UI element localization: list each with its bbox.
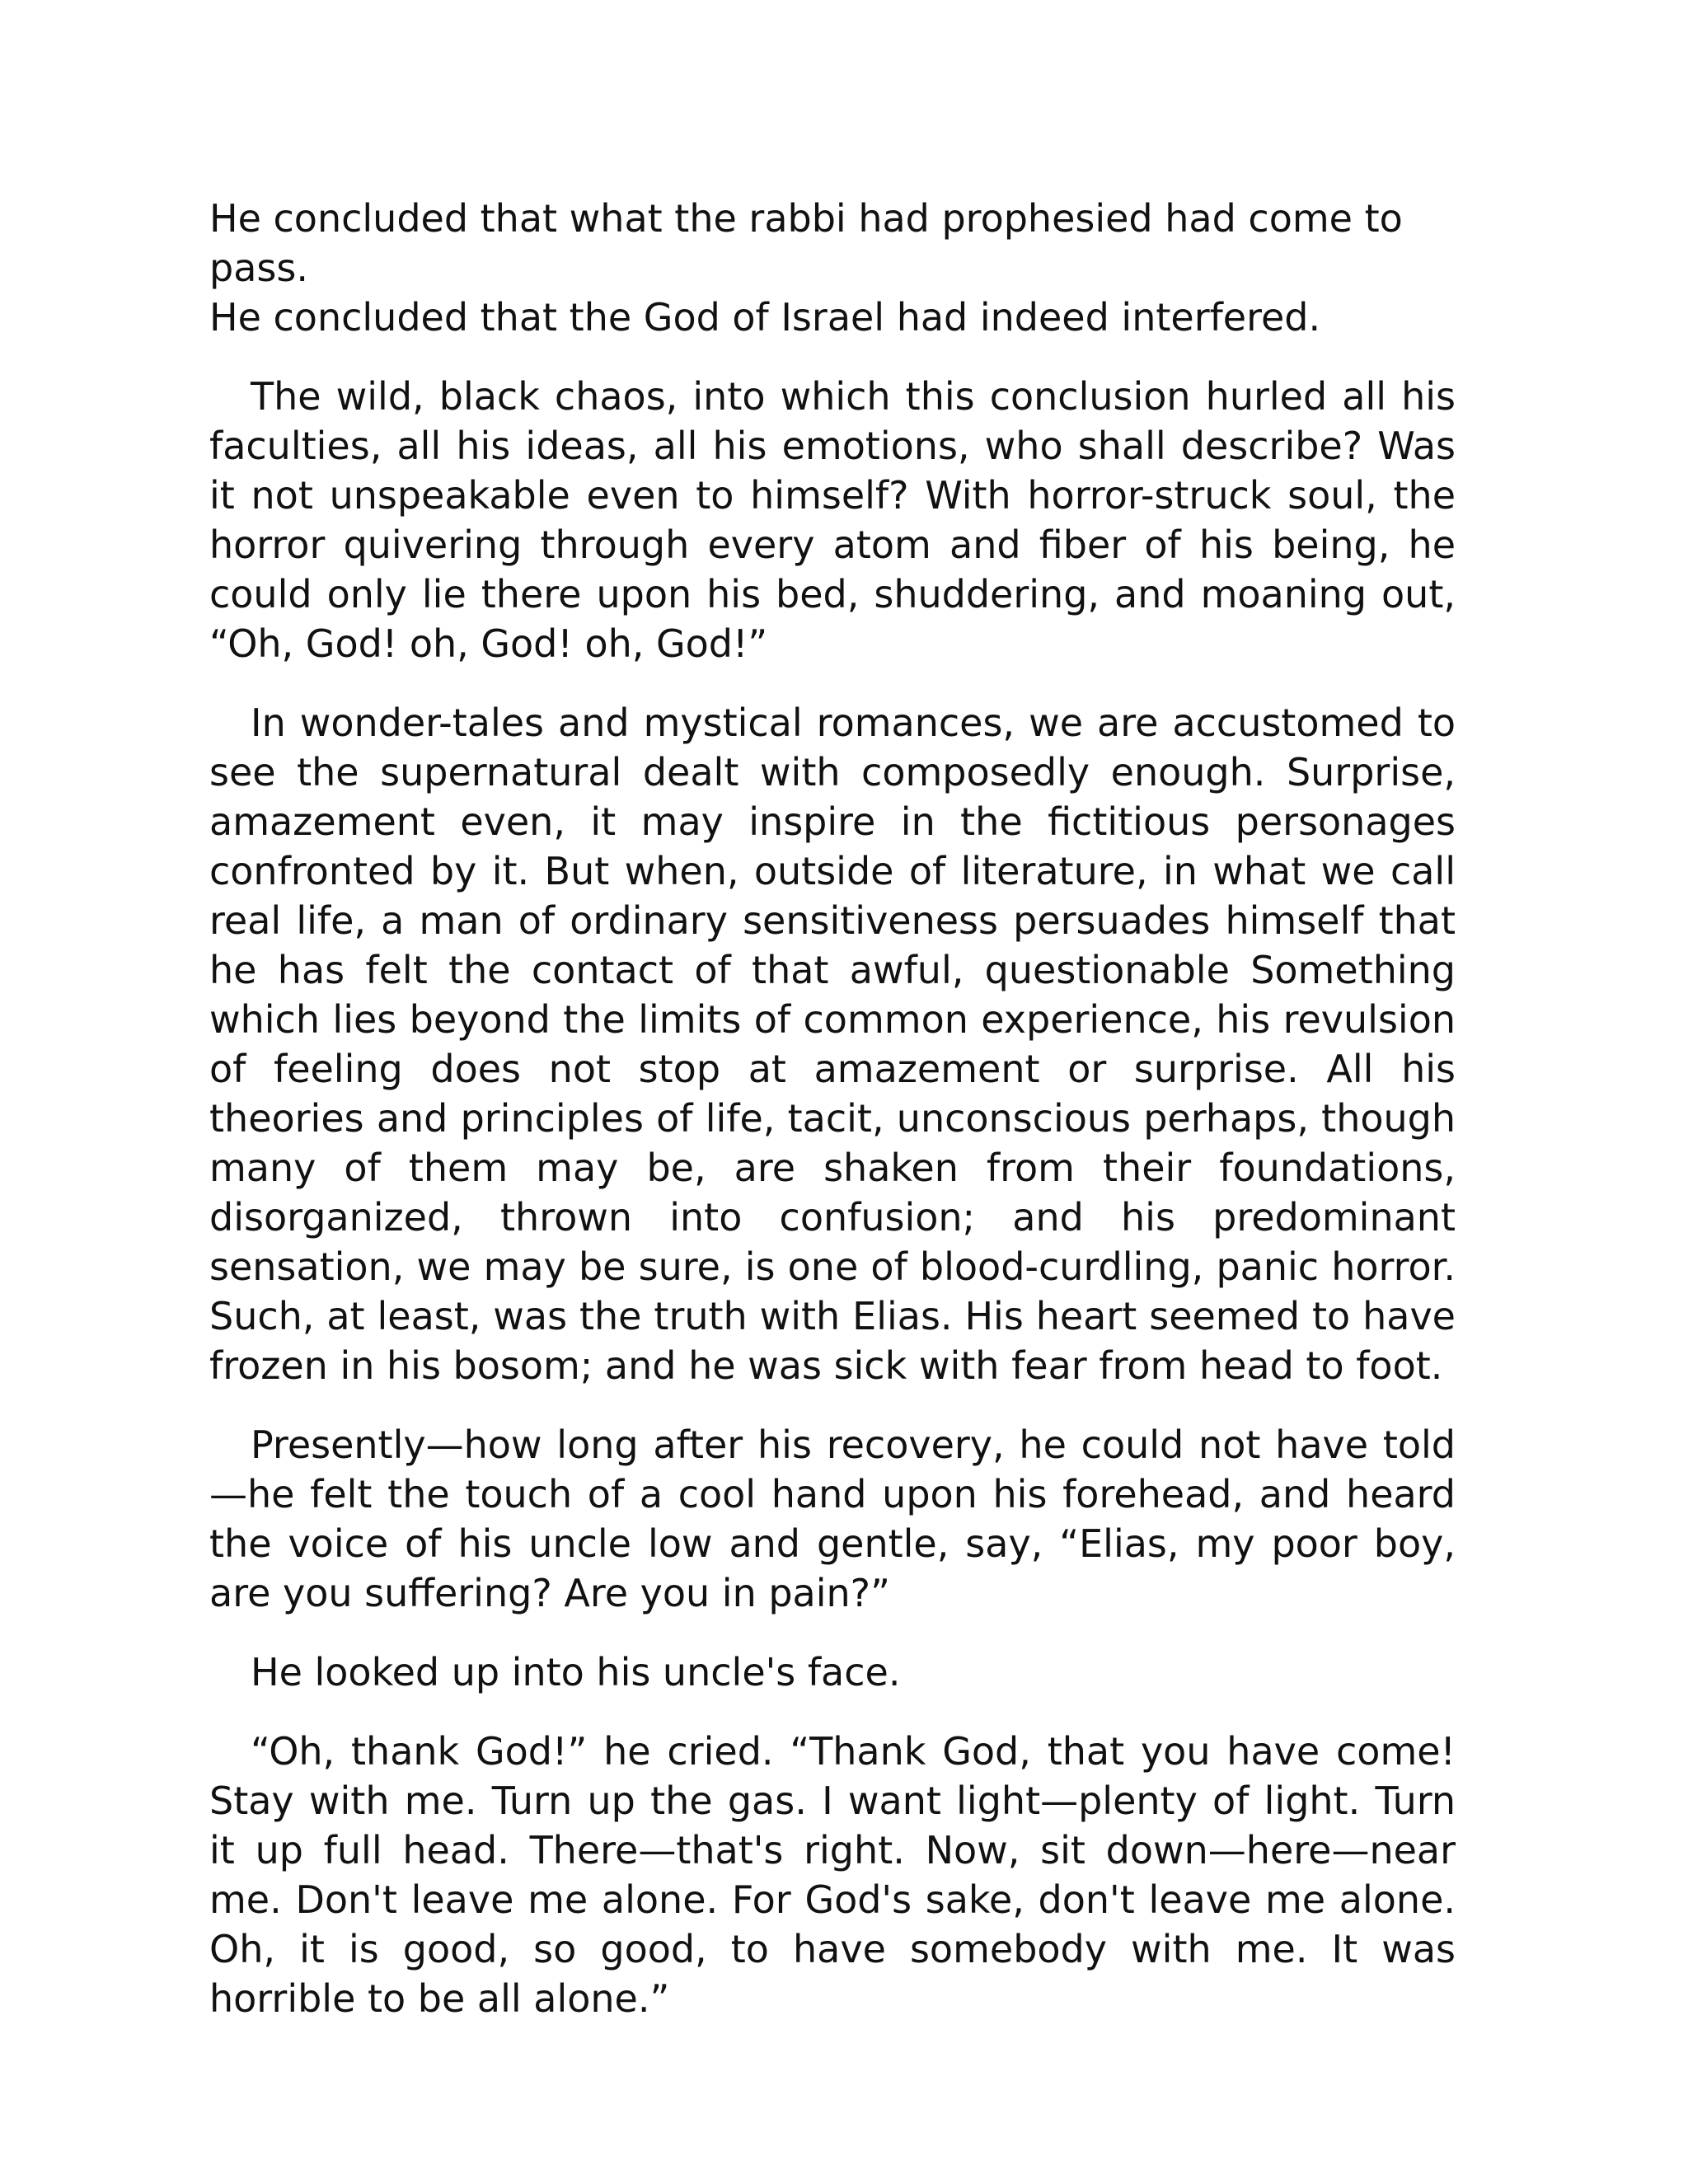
paragraph-6: “Oh, thank God!” he cried. “Thank God, that you have come! Stay with me. Turn up the gas. I want light—plenty of light. Turn it up full head. There—that's right. Now, sit down—here—near me. Don't leave me alone. For God's sake, don't leave me alone. Oh, it is good, so good, to have somebody with me. It was horrible to be all alone.” bbox=[209, 1729, 1456, 2021]
paragraph-2: The wild, black chaos, into which this conclusion hurled all his faculties, all his ideas, all his emotions, who shall describe? Was it not unspeakable even to himself? With horror-struck soul, the horror quivering through every atom and fiber of his being, he could only lie there upon his bed, shuddering, and moaning out, “Oh, God! oh, God! oh, God!” bbox=[209, 374, 1456, 666]
paragraph-3: In wonder-tales and mystical romances, we are accustomed to see the supernatural dealt with composedly enough. Surprise, amazement even, it may inspire in the fictitious personages confronted by it. But when, outside of literature, in what we call real life, a man of ordinary sensitiveness persuades himself that he has felt the contact of that awful, questionable Something which lies beyond the limits of common experience, his revulsion of feeling does not stop at amazement or surprise. All his theories and principles of life, tacit, unconscious perhaps, though many of them may be, are shaken from their foundations, disorganized, thrown into confusion; and his predominant sensation, we may be sure, is one of blood-curdling, panic horror. Such, at least, was the truth with Elias. His heart seemed to have frozen in his bosom; and he was sick with fear from head to foot. bbox=[209, 701, 1456, 1388]
paragraph-5: He looked up into his uncle's face. bbox=[251, 1650, 901, 1694]
paragraph-1-line-1: He concluded that what the rabbi had prophesied had come to pass. bbox=[209, 196, 1403, 290]
paragraph-1-line-2: He concluded that the God of Israel had indeed interfered. bbox=[209, 295, 1321, 340]
paragraph-4: Presently—how long after his recovery, he could not have told—he felt the touch of a cool hand upon his forehead, and heard the voice of his uncle low and gentle, say, “Elias, my poor boy, are you suffering? Are you in pain?” bbox=[209, 1422, 1456, 1615]
book-page bbox=[209, 194, 1456, 2053]
paragraph-1 bbox=[209, 194, 1456, 342]
